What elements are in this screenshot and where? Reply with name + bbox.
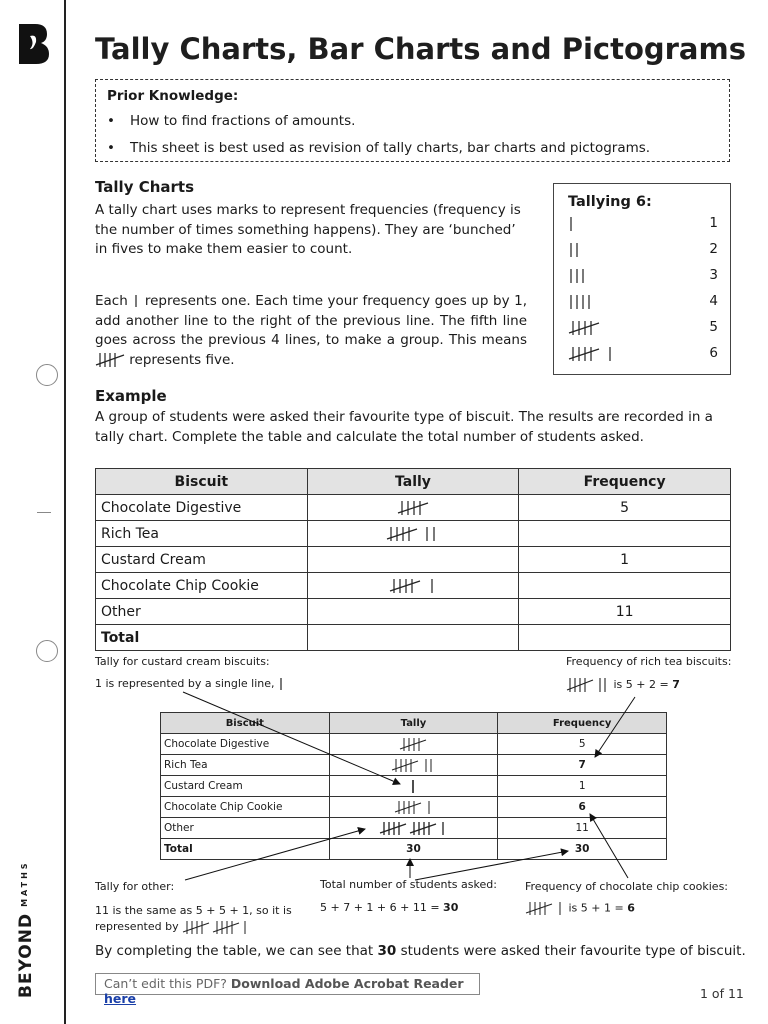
table-header-row [161, 713, 667, 734]
frequency-cell[interactable] [519, 573, 731, 599]
biscuit-name: Other [96, 599, 308, 625]
tally-cell [307, 573, 519, 599]
text: Can’t edit this PDF? [104, 976, 227, 991]
tally-number: 5 [709, 319, 718, 335]
tally-marks-icon [568, 215, 608, 233]
tally-marks-icon [566, 677, 610, 693]
fold-mark [37, 512, 51, 513]
biscuit-name: Rich Tea [96, 521, 308, 547]
richtea-annotation-text [566, 677, 680, 693]
tallying-six-box [553, 183, 731, 375]
tally-marks-icon [394, 800, 432, 815]
total-tally-cell: 30 [329, 839, 498, 860]
biscuit-table [95, 468, 731, 651]
richtea-annotation-title: Frequency of rich tea biscuits: [566, 655, 732, 668]
text: 1 is represented by a single line, [95, 677, 275, 690]
tally-five-icon [95, 352, 125, 368]
frequency-cell: 5 [498, 734, 667, 755]
tally-marks-icon [568, 319, 608, 337]
answer: 30 [443, 901, 459, 914]
tally-number: 3 [709, 267, 718, 283]
tally-explanation [95, 292, 527, 370]
download-link[interactable]: here [104, 991, 137, 1006]
bullet: • [107, 113, 115, 129]
biscuit-name: Rich Tea [161, 755, 330, 776]
cookie-annotation-title: Frequency of chocolate chip cookies: [525, 880, 729, 893]
punch-hole-bottom [36, 640, 58, 662]
text: represents one. Each time your frequency goes up by 1, add another line to the right of the previous line. The fifth line goes across the previous 4 lines, to make a group. This means [95, 293, 527, 348]
text: 11 is the same as 5 + 5 + 1, so it is [95, 904, 292, 917]
other-annotation-title: Tally for other: [95, 880, 175, 893]
tally-number: 2 [709, 241, 718, 257]
tally-row [568, 241, 718, 261]
text: students were asked their favourite type of biscuit. [400, 943, 746, 959]
table-row [96, 521, 731, 547]
biscuit-name: Custard Cream [161, 776, 330, 797]
brand-vertical [16, 860, 36, 998]
table-row [96, 495, 731, 521]
table-header-row [96, 469, 731, 495]
beyond-logo-icon [16, 22, 50, 66]
tally-row [568, 319, 718, 339]
prior-item: How to find fractions of amounts. [130, 113, 356, 129]
text: is 5 + 2 = [613, 678, 669, 691]
tally-cell [329, 755, 498, 776]
tally-row [568, 293, 718, 313]
frequency-cell[interactable]: 5 [519, 495, 731, 521]
text: is 5 + 1 = [568, 901, 624, 915]
solution-table [160, 712, 667, 860]
custard-annotation-title: Tally for custard cream biscuits: [95, 655, 270, 668]
frequency-cell[interactable] [519, 521, 731, 547]
tally-cell [329, 776, 498, 797]
tally-number: 6 [709, 345, 718, 361]
tally-intro: A tally chart uses marks to represent frequencies (frequency is the number of times something happens). They are ‘bunched’ in fives to make them easier to count. [95, 202, 521, 257]
section-heading-example: Example [95, 387, 167, 405]
biscuit-name: Chocolate Chip Cookie [96, 573, 308, 599]
total-annotation-text [320, 901, 458, 914]
frequency-cell: 11 [519, 599, 731, 625]
frequency-cell: 1 [519, 547, 731, 573]
table-row [96, 573, 731, 599]
table-row [161, 797, 667, 818]
tally-cell [307, 495, 519, 521]
total-tally-cell[interactable] [307, 625, 519, 651]
text: represents five. [129, 351, 235, 368]
column-header: Biscuit [96, 469, 308, 495]
tally-marks-icon [568, 293, 608, 311]
example-text: A group of students were asked their favourite type of biscuit. The results are recorded in a tally chart. Complete the table and calculate the total number of students asked. [95, 409, 713, 445]
tally-row [568, 215, 718, 235]
tally-cell [329, 797, 498, 818]
tally-row [568, 267, 718, 287]
brand-main: BEYOND [16, 912, 36, 998]
tally-cell[interactable] [307, 599, 519, 625]
column-header: Tally [307, 469, 519, 495]
prior-knowledge-title: Prior Knowledge: [107, 88, 239, 104]
table-row [96, 547, 731, 573]
text: 5 + 7 + 1 + 6 + 11 = [320, 901, 440, 914]
table-row [161, 734, 667, 755]
tally-cell [329, 818, 498, 839]
column-header: Frequency [498, 713, 667, 734]
table-row [161, 818, 667, 839]
brand-sub: MATHS [20, 860, 29, 907]
tally-marks-icon [525, 901, 565, 916]
page-number: 1 of 11 [700, 986, 744, 1001]
tally-marks-icon [385, 525, 441, 543]
conclusion-text [95, 943, 746, 959]
margin-line [64, 0, 66, 1024]
table-row-total [161, 839, 667, 860]
edit-pdf-notice [95, 973, 480, 1006]
table-row [161, 776, 667, 797]
total-frequency-cell: 30 [498, 839, 667, 860]
table-row-total [96, 625, 731, 651]
punch-hole-top [36, 364, 58, 386]
table-row [161, 755, 667, 776]
biscuit-name: Custard Cream [96, 547, 308, 573]
text: Download Adobe Acrobat Reader [230, 976, 464, 991]
total-label: Total [161, 839, 330, 860]
tally-marks-icon [568, 267, 608, 285]
biscuit-name: Chocolate Digestive [96, 495, 308, 521]
biscuit-name: Other [161, 818, 330, 839]
other-annotation-text [95, 903, 315, 935]
frequency-cell: 7 [498, 755, 667, 776]
prior-knowledge-box [95, 79, 730, 162]
tally-marks-icon [399, 737, 427, 752]
prior-item: This sheet is best used as revision of tally charts, bar charts and pictograms. [130, 140, 651, 156]
biscuit-name: Chocolate Digestive [161, 734, 330, 755]
tally-cell[interactable] [307, 547, 519, 573]
frequency-cell: 1 [498, 776, 667, 797]
frequency-cell: 11 [498, 818, 667, 839]
frequency-cell: 6 [498, 797, 667, 818]
tally-marks-icon [410, 779, 416, 794]
total-frequency-cell[interactable] [519, 625, 731, 651]
column-header: Tally [329, 713, 498, 734]
total-annotation-title: Total number of students asked: [320, 878, 497, 891]
text: Each [95, 293, 128, 309]
column-header: Frequency [519, 469, 731, 495]
bullet: • [107, 140, 115, 156]
tally-marks-icon [379, 821, 447, 836]
tally-marks-icon [396, 499, 430, 517]
tally-one-icon [278, 677, 284, 691]
tally-number: 1 [709, 215, 718, 231]
tallying-title: Tallying 6: [568, 194, 652, 210]
total-label: Total [96, 625, 308, 651]
tally-marks-icon [568, 345, 618, 363]
cookie-annotation-text [525, 901, 635, 916]
section-heading-tally: Tally Charts [95, 178, 195, 196]
text: represented by [95, 920, 179, 933]
tally-marks-icon [391, 758, 435, 773]
table-row [96, 599, 731, 625]
column-header: Biscuit [161, 713, 330, 734]
text: By completing the table, we can see that [95, 943, 374, 959]
custard-annotation-text [95, 677, 284, 691]
tally-marks-icon [182, 920, 248, 935]
page-title: Tally Charts, Bar Charts and Pictograms [95, 32, 746, 66]
answer: 30 [377, 943, 397, 959]
answer: 7 [672, 678, 680, 691]
tally-marks-icon [388, 577, 438, 595]
tally-marks-icon [568, 241, 608, 259]
tally-number: 4 [709, 293, 718, 309]
biscuit-name: Chocolate Chip Cookie [161, 797, 330, 818]
tally-row [568, 345, 718, 365]
tally-cell [307, 521, 519, 547]
answer: 6 [627, 901, 635, 915]
tally-one-icon [132, 294, 140, 308]
tally-cell [329, 734, 498, 755]
